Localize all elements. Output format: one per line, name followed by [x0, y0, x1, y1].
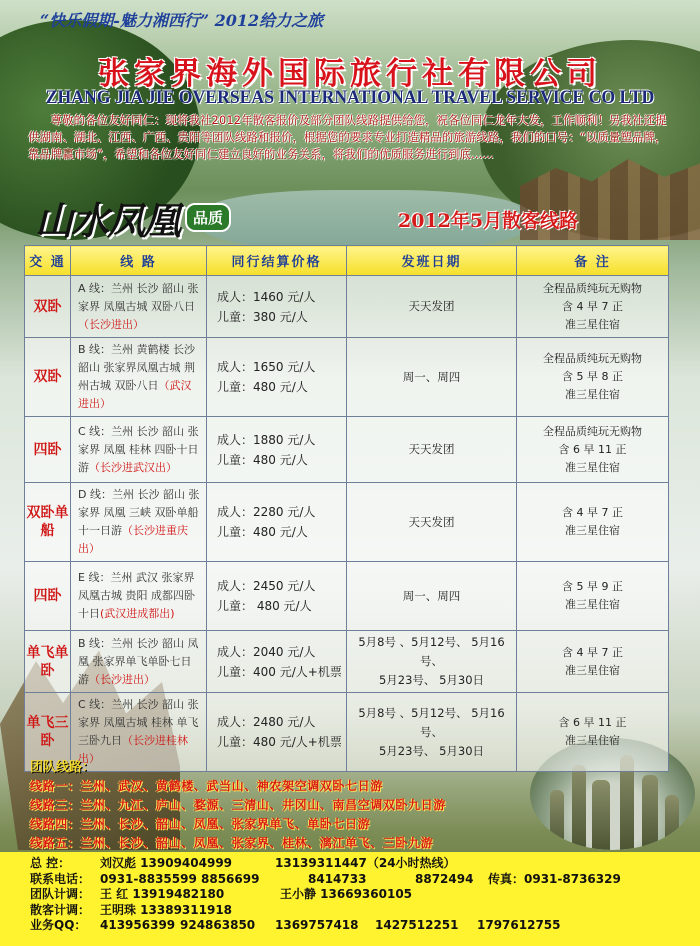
chief-hotline: 13139311447（24小时热线） — [275, 856, 456, 870]
brand-badge: 品质 — [185, 203, 231, 232]
qq-number: 1427512251 — [375, 918, 459, 932]
transport-type: 单飞三卧 — [25, 693, 71, 772]
footer-row-phone — [30, 872, 700, 888]
team-routes-title: 团队线路： — [30, 760, 96, 775]
price-cell — [207, 338, 347, 417]
child-price: 儿童：480 元/人 — [217, 452, 308, 467]
note-line: 准三星住宿 — [565, 317, 620, 331]
route-title: 2012年5月散客线路 — [398, 210, 579, 232]
company-name-cn: 张家界海外国际旅行社有限公司 — [98, 56, 602, 92]
team-route-line: 线路五：兰州、长沙、韶山、凤凰、张家界、桂林、漓江单飞、三卧九游 — [30, 836, 434, 850]
team-planner-label: 团队计调： — [30, 887, 91, 901]
chief-value: 刘汉彪 13909404999 — [100, 856, 233, 870]
route-table — [24, 245, 669, 772]
header-route: 线 路 — [71, 246, 207, 276]
route-mark: （武汉进出） — [78, 379, 192, 410]
header-date: 发班日期 — [347, 246, 517, 276]
child-price: 儿童： 480 元/人 — [217, 599, 312, 613]
slogan: “快乐假期-魅力湘西行” 2012给力之旅 — [40, 11, 324, 30]
note-line: 含 5 早 9 正 — [562, 580, 623, 593]
table-row — [25, 338, 669, 417]
price-cell — [207, 276, 347, 338]
footer-row-chief — [30, 856, 700, 872]
note-line: 含 5 早 8 正 — [562, 370, 623, 383]
note-line: 准三星住宿 — [565, 663, 620, 677]
table-row — [25, 483, 669, 562]
table-row — [25, 276, 669, 338]
note-cell — [517, 417, 669, 483]
note-cell — [517, 483, 669, 562]
child-price: 儿童：380 元/人 — [217, 309, 308, 324]
route-cell — [71, 562, 207, 631]
route-mark: （长沙进桂林出） — [78, 734, 188, 765]
note-cell — [517, 276, 669, 338]
route-text: C 线：兰州 长沙 韶山 张家界 凤凰 桂林 四卧十日游 — [78, 424, 199, 474]
route-cell — [71, 631, 207, 693]
departure-date: 天天发团 — [347, 276, 517, 338]
transport-type: 四卧 — [25, 562, 71, 631]
team-route-line: 线路一：兰州、武汉、黄鹤楼、武当山、神农架空调双卧七日游 — [30, 779, 383, 793]
qq-number: 1797612755 — [477, 918, 561, 932]
note-cell — [517, 562, 669, 631]
child-price: 儿童：480 元/人+机票 — [217, 735, 342, 749]
team-route-line: 线路四：兰州、长沙、韶山、凤凰、张家界单飞、单卧七日游 — [30, 817, 371, 831]
route-cell — [71, 483, 207, 562]
phone-label: 联系电话： — [30, 871, 91, 886]
route-cell — [71, 417, 207, 483]
contact-footer — [0, 852, 700, 946]
child-price: 儿童：480 元/人 — [217, 525, 308, 539]
qq-number: 1369757418 — [275, 918, 359, 932]
brand-logo — [35, 190, 231, 245]
note-line: 全程品质纯玩无购物 — [543, 424, 642, 438]
note-line: 准三星住宿 — [565, 598, 620, 611]
route-mark: （长沙进出） — [89, 672, 155, 686]
phone-value: 8414733 — [308, 871, 367, 886]
qq-number: 413956399 — [100, 918, 176, 932]
adult-price: 成人：2480 元/人 — [217, 715, 316, 729]
note-line: 含 6 早 11 正 — [558, 442, 627, 456]
route-text: E 线：兰州 武汉 张家界 凤凰古城 贵阳 成都四卧十日 — [78, 571, 195, 620]
fax-value: 传真：0931-8736329 — [488, 871, 621, 886]
transport-type: 双卧单船 — [25, 483, 71, 562]
table-row — [25, 417, 669, 483]
route-text: B 线：兰州 黄鹤楼 长沙 韶山 张家界凤凰古城 荆州古城 双卧八日 — [78, 343, 196, 392]
adult-price: 成人：2280 元/人 — [217, 505, 316, 519]
child-price: 儿童：400 元/人+机票 — [217, 664, 342, 679]
adult-price: 成人：1460 元/人 — [217, 289, 316, 304]
fit-planner: 王明珠 13389311918 — [100, 902, 233, 917]
team-route-line: 线路三：兰州、九江、庐山、婺源、三清山、井冈山、南昌空调双卧九日游 — [30, 798, 446, 812]
departure-date: 周一、周四 — [347, 338, 517, 417]
date-line: 5月8号 、5月12号、 5月16号、 — [358, 705, 505, 739]
transport-type: 双卧 — [25, 276, 71, 338]
departure-date: 天天发团 — [347, 417, 517, 483]
price-cell — [207, 417, 347, 483]
chief-label: 总 控： — [30, 856, 71, 870]
footer-row-fit — [30, 903, 700, 919]
qq-number: 924863850 — [180, 918, 256, 932]
team-routes — [30, 758, 570, 853]
route-cell — [71, 276, 207, 338]
route-text: D 线：兰州 长沙 韶山 张家界 凤凰 三峡 双卧单船十一日游 — [78, 488, 200, 537]
note-line: 准三星住宿 — [565, 460, 620, 474]
table-header-row — [25, 246, 669, 276]
note-line: 含 4 早 7 正 — [562, 299, 623, 313]
note-line: 含 4 早 7 正 — [562, 645, 623, 659]
phone-value: 8872494 — [415, 871, 474, 886]
price-cell — [207, 483, 347, 562]
team-planner: 王 红 13919482180 — [100, 887, 225, 901]
note-line: 准三星住宿 — [565, 524, 620, 537]
note-line: 全程品质纯玩无购物 — [543, 281, 642, 295]
child-price: 儿童：480 元/人 — [217, 380, 308, 394]
date-line: 5月8号 、5月12号、 5月16号、 — [358, 635, 505, 668]
header-transport: 交 通 — [25, 246, 71, 276]
intro-paragraph: 尊敬的各位友好同仁：现将我社2012年散客报价及部分团队线路提供给您，祝各位同仁龙年大发，工作顺利！另我社还提供湖南、湖北、江西、广西、贵阳等团队线路和报价，根据您的要求专业打造精品的旅游线路，我们的口号：“以质量塑品牌，靠品牌赢市场”，希望和各位友好同仁建立良好的业务关系，将我们的优质服务进行到底…… — [28, 114, 667, 161]
date-line: 5月23号、 5月30日 — [378, 673, 485, 687]
table-row — [25, 631, 669, 693]
route-mark: （长沙进武汉出） — [89, 460, 177, 474]
note-cell — [517, 631, 669, 693]
transport-type: 单飞单卧 — [25, 631, 71, 693]
date-line: 5月23号、 5月30日 — [378, 743, 485, 758]
route-text: B 线：兰州 长沙 韶山 凤凰 张家界单飞单卧七日游 — [78, 636, 199, 686]
brand-main-text: 山水凤凰 — [35, 198, 180, 243]
qq-label: 业务QQ： — [30, 918, 87, 932]
note-cell — [517, 338, 669, 417]
note-line: 准三星住宿 — [565, 734, 620, 747]
fit-planner-label: 散客计调： — [30, 902, 91, 917]
route-mark: （长沙进重庆出） — [78, 524, 188, 555]
adult-price: 成人：2040 元/人 — [217, 644, 316, 659]
price-cell — [207, 562, 347, 631]
footer-row-qq — [30, 918, 700, 934]
route-cell — [71, 338, 207, 417]
departure-date: 周一、周四 — [347, 562, 517, 631]
company-name-en: ZHANG JIA JIE OVERSEAS INTERNATIONAL TRAVEL SERVICE CO LTD — [45, 87, 655, 108]
transport-type: 四卧 — [25, 417, 71, 483]
table-row — [25, 562, 669, 631]
adult-price: 成人：2450 元/人 — [217, 579, 316, 593]
route-text: C 线：兰州 长沙 韶山 张家界 凤凰古城 桂林 单飞三卧九日 — [78, 698, 199, 747]
note-line: 含 6 早 11 正 — [558, 716, 627, 729]
route-mark: (武汉进成都出) — [100, 607, 175, 620]
header-price: 同行结算价格 — [207, 246, 347, 276]
header-note: 备 注 — [517, 246, 669, 276]
note-line: 含 4 早 7 正 — [562, 506, 623, 519]
phone-value: 0931-8835599 8856699 — [100, 871, 260, 886]
footer-row-team — [30, 887, 700, 903]
price-cell — [207, 631, 347, 693]
note-line: 准三星住宿 — [565, 388, 620, 401]
adult-price: 成人：1650 元/人 — [217, 360, 316, 374]
note-line: 全程品质纯玩无购物 — [543, 352, 642, 365]
route-text: A 线：兰州 长沙 韶山 张家界 凤凰古城 双卧八日 — [78, 281, 199, 313]
route-mark: （长沙进出） — [78, 317, 144, 331]
adult-price: 成人：1880 元/人 — [217, 432, 316, 447]
transport-type: 双卧 — [25, 338, 71, 417]
departure-date — [347, 631, 517, 693]
team-planner: 王小静 13669360105 — [280, 887, 413, 901]
departure-date: 天天发团 — [347, 483, 517, 562]
